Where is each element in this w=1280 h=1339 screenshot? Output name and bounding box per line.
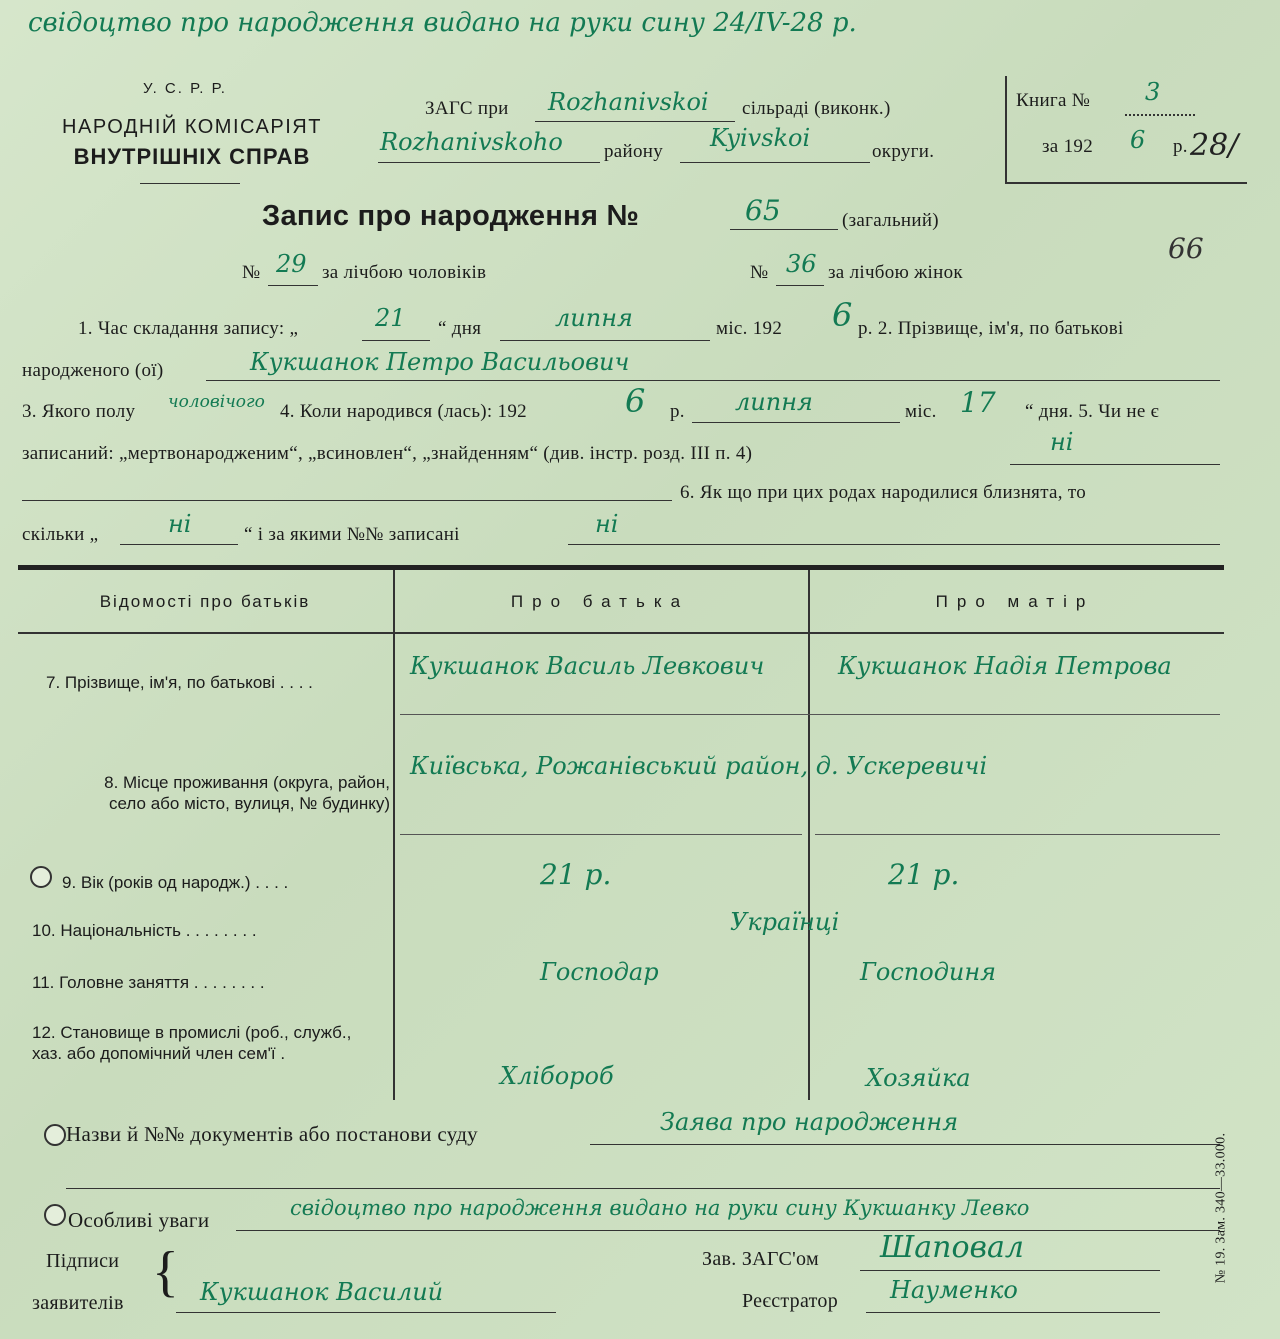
ussr-label: У. С. Р. Р. (143, 80, 227, 97)
book-year-suffix: р. (1173, 136, 1188, 157)
row-8-father: Київська, Рожанівський район, д. Ускеревичі (410, 752, 988, 780)
zags-village-value: Rozhanivskoi (548, 88, 709, 116)
zags-okruha-line (680, 162, 870, 163)
row-11-label: 11. Головне заняття . . . . . . . . (32, 973, 265, 992)
record-number-line (730, 229, 838, 230)
documents-line (590, 1144, 1220, 1145)
registrar-line (866, 1312, 1160, 1313)
field-6-label: 6. Як що при цих родах народилися близнята, то (680, 482, 1087, 503)
field-3-label: 3. Якого полу (22, 401, 136, 422)
zags-district-value: Rozhanivskoho (380, 128, 563, 156)
record-year: 6 (832, 296, 853, 334)
female-count-no: № (750, 262, 769, 283)
male-count-line (268, 285, 318, 286)
row-10-label: 10. Національність . . . . . . . . (32, 921, 257, 940)
record-day: 21 (375, 304, 406, 332)
twins-numbers-line (568, 544, 1220, 545)
head-label: Зав. ЗАГС'ом (702, 1248, 819, 1270)
registrar-label: Реєстратор (742, 1290, 839, 1312)
zags-prefix: ЗАГС при (425, 98, 509, 119)
documents-label: Назви й №№ документів або постанови суду (66, 1122, 478, 1146)
row-9-mother: 21 р. (888, 858, 960, 891)
twins-count-line (120, 544, 238, 545)
record-day-line (362, 340, 430, 341)
documents-line-2 (66, 1188, 1220, 1189)
book-extra: 28/ (1190, 128, 1239, 163)
registrar-signature: Науменко (890, 1276, 1018, 1304)
record-month-line (500, 340, 710, 341)
table-col-mother: Про матір (935, 592, 1095, 611)
twins-numbers: ні (595, 510, 619, 538)
row-11-mother: Господиня (860, 958, 997, 986)
row-7-mother: Кукшанок Надія Петрова (838, 652, 1172, 680)
row-7-father: Кукшанок Василь Левкович (410, 652, 765, 680)
field-1-label: 1. Час складання запису: „ (78, 318, 299, 339)
book-year: 6 (1130, 126, 1146, 154)
table-col-divider-2 (808, 570, 810, 1100)
zags-village-suffix: сільраді (виконк.) (742, 98, 891, 119)
row-12-father: Хлібороб (500, 1062, 614, 1090)
female-count: 36 (786, 250, 817, 278)
zags-okruha-value: Kyivskoi (710, 124, 811, 152)
field-5-line (1010, 464, 1220, 465)
birth-month: липня (735, 388, 813, 416)
remarks-line (236, 1230, 1220, 1231)
field-5-answer: ні (1050, 428, 1074, 456)
head-line (860, 1270, 1160, 1271)
female-count-label: за лічбою жінок (828, 262, 963, 283)
female-count-line (776, 285, 824, 286)
record-number: 65 (745, 194, 781, 227)
birth-year: 6 (625, 382, 646, 420)
internal-affairs-label: ВНУТРІШНІХ СПРАВ (73, 144, 311, 169)
zags-okruha-label: округи. (872, 141, 935, 162)
record-title: Запис про народження № (262, 200, 640, 232)
side-print: № 19. Зам. 340—33.000. (1213, 1132, 1229, 1284)
field-4-month-label: міс. (905, 401, 937, 422)
record-general: (загальний) (842, 210, 939, 231)
commissariat-label: НАРОДНІЙ КОМІСАРІЯТ (62, 116, 322, 138)
zags-district-label: району (604, 141, 664, 162)
table-col-father: Про батька (510, 592, 690, 611)
field-5-question: записаний: „мертвонародженим“, „всиновлен“, „знайденням“ (див. інстр. розд. ІІІ п. 4) (22, 443, 753, 464)
field-2-label: р. 2. Прізвище, ім'я, по батькові (858, 318, 1124, 339)
applicant-line (176, 1312, 556, 1313)
margin-number: 66 (1168, 232, 1204, 265)
field-1-day-label: “ дня (438, 318, 482, 339)
row-7-label: 7. Прізвище, ім'я, по батькові . . . . (46, 673, 313, 692)
binder-hole-2 (44, 1124, 66, 1146)
record-month: липня (555, 304, 633, 332)
row-9-father: 21 р. (540, 858, 612, 891)
birth-month-line (692, 422, 900, 423)
remarks-value: свідоцтво про народження видано на руки сину Кукшанку Левко (290, 1196, 1030, 1220)
male-count-no: № (242, 262, 261, 283)
newborn-name-line (206, 380, 1220, 381)
zags-district-line (378, 162, 600, 163)
book-number: 3 (1145, 78, 1161, 106)
row-10-value: Українці (730, 908, 840, 936)
row-11-father: Господар (540, 958, 659, 986)
signatures-label-1: Підписи (46, 1250, 120, 1272)
male-count-label: за лічбою чоловіків (322, 262, 487, 283)
field-4-year-label: р. (670, 401, 685, 422)
zags-village-line (535, 121, 735, 122)
signatures-label-2: заявителів (32, 1292, 124, 1314)
table-header-rule (18, 632, 1224, 634)
twins-count: ні (168, 510, 192, 538)
row-7-line (400, 714, 1220, 715)
field-2-newborn-label: народженого (ої) (22, 360, 164, 381)
field-6-nums-label: “ і за якими №№ записані (244, 524, 460, 545)
row-12-label: 12. Становище в промислі (роб., служб., хаз. або допомічний член сем'ї . (32, 1023, 352, 1063)
row-8-label: 8. Місце проживання (округа, район, село або місто, вулиця, № будинку) (104, 773, 390, 813)
row-9-label: 9. Вік (років од народж.) . . . . (62, 873, 289, 892)
book-label: Книга № (1016, 90, 1091, 111)
book-number-line (1125, 114, 1195, 116)
table-top-rule (18, 565, 1224, 570)
field-1-month-label: міс. 192 (716, 318, 783, 339)
binder-hole-3 (44, 1204, 66, 1226)
birth-day: 17 (960, 386, 996, 419)
row-8-line-b (815, 834, 1220, 835)
male-count: 29 (276, 250, 307, 278)
row-8-line-a (400, 834, 802, 835)
documents-value: Заява про народження (660, 1108, 959, 1136)
field-5-label: “ дня. 5. Чи не є (1025, 401, 1160, 422)
newborn-name: Кукшанок Петро Васильович (250, 348, 630, 376)
field-5-line-2 (22, 500, 672, 501)
binder-hole-1 (30, 866, 52, 888)
applicant-signature: Кукшанок Василий (200, 1278, 444, 1306)
signatures-brace: { (152, 1241, 180, 1303)
table-col-parents: Відомості про батьків (99, 592, 311, 611)
table-col-divider-1 (393, 570, 395, 1100)
field-4-label: 4. Коли народився (лась): 192 (280, 401, 527, 422)
field-6-count-label: скільки „ (22, 524, 99, 545)
newborn-sex: чоловічого (168, 392, 265, 412)
book-year-prefix: за 192 (1042, 136, 1093, 157)
head-signature: Шаповал (880, 1230, 1024, 1265)
top-note: свідоцтво про народження видано на руки сину 24/IV-28 р. (28, 8, 857, 38)
row-12-mother: Хозяйка (866, 1064, 971, 1092)
header-divider (140, 183, 240, 184)
remarks-label: Особливі уваги (68, 1208, 210, 1232)
